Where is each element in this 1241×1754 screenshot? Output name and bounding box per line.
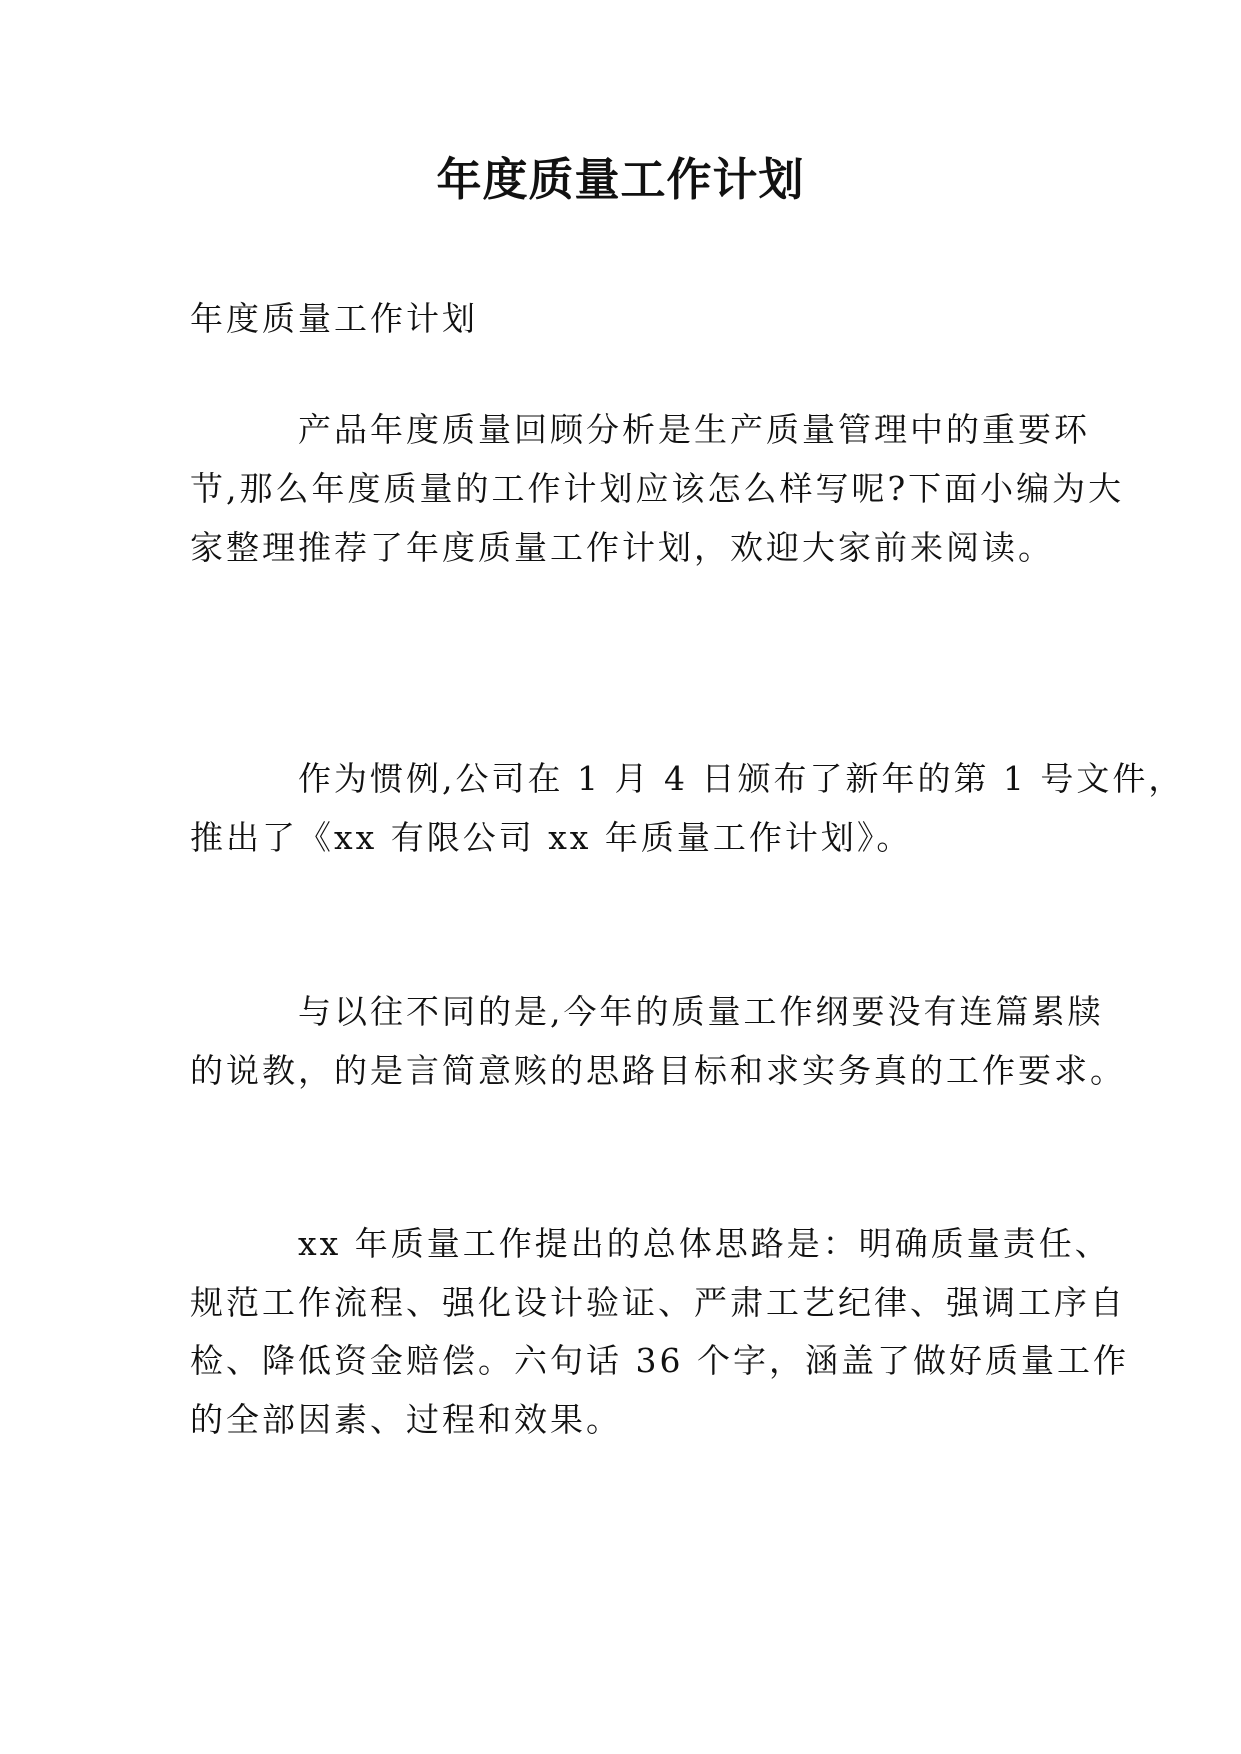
paragraph-line: 的说教，的是言简意赅的思路目标和求实务真的工作要求。 [190,1051,1126,1090]
document-title: 年度质量工作计划 [436,153,805,206]
paragraph-line: 检、降低资金赔偿。六句话 36 个字，涵盖了做好质量工作 [190,1341,1129,1380]
paragraph-line: 推出了《xx 有限公司 xx 年质量工作计划》。 [190,818,913,857]
paragraph-line: 的全部因素、过程和效果。 [190,1400,622,1439]
paragraph-line: 规范工作流程、强化设计验证、严肃工艺纪律、强调工序自 [190,1283,1126,1322]
paragraph-line: 与以往不同的是,今年的质量工作纲要没有连篇累牍 [298,992,1104,1031]
paragraph-line: 作为惯例,公司在 1 月 4 日颁布了新年的第 1 号文件， [298,759,1185,798]
paragraph-line: 家整理推荐了年度质量工作计划，欢迎大家前来阅读。 [190,528,1054,567]
document-subtitle: 年度质量工作计划 [190,299,478,338]
paragraph-line: 节,那么年度质量的工作计划应该怎么样写呢?下面小编为大 [190,469,1125,508]
paragraph-line: 产品年度质量回顾分析是生产质量管理中的重要环 [298,410,1090,449]
paragraph-line: xx 年质量工作提出的总体思路是：明确质量责任、 [298,1224,1111,1263]
